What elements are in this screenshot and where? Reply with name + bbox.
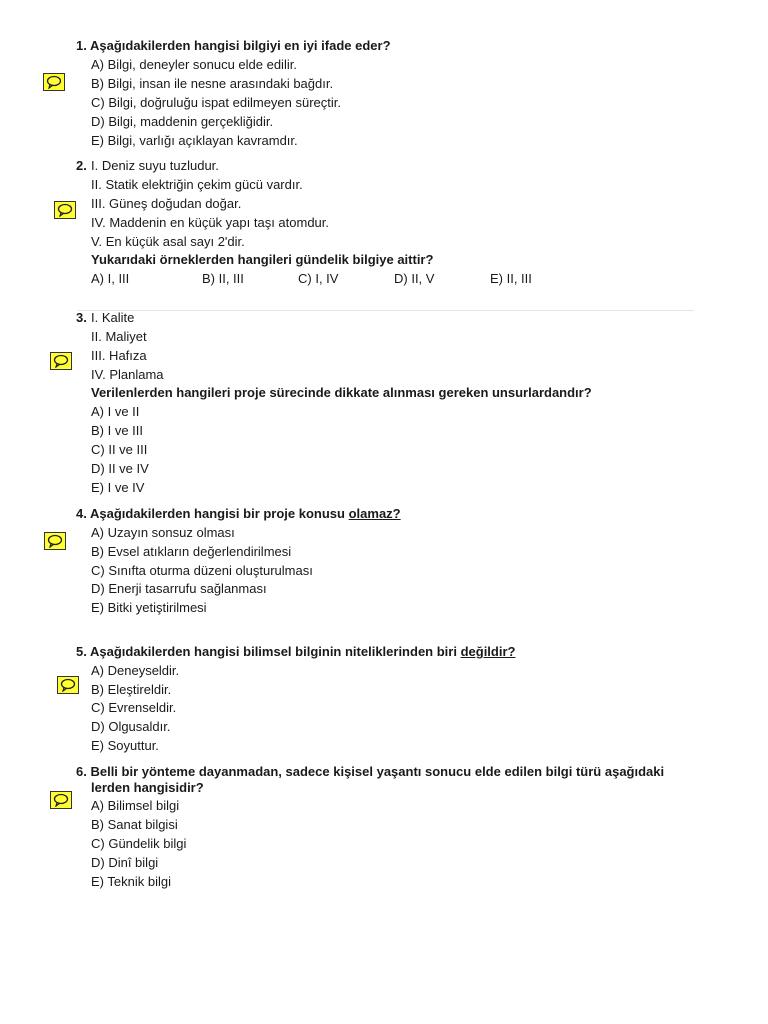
option-a[interactable]: A) Uzayın sonsuz olması <box>91 525 235 540</box>
statement-5: V. En küçük asal sayı 2'dir. <box>91 234 245 249</box>
option-b[interactable]: B) II, III <box>202 271 244 286</box>
option-e[interactable]: E) Bilgi, varlığı açıklayan kavramdır. <box>91 133 298 148</box>
statement-4: IV. Planlama <box>91 367 164 382</box>
comment-note-icon[interactable] <box>54 201 76 219</box>
option-e[interactable]: E) Soyuttur. <box>91 738 159 753</box>
comment-note-icon[interactable] <box>57 676 79 694</box>
comment-note-icon[interactable] <box>44 532 66 550</box>
option-c[interactable]: C) II ve III <box>91 442 148 457</box>
option-a[interactable]: A) I, III <box>91 271 130 286</box>
statement-1: I. Kalite <box>91 310 135 325</box>
option-a[interactable]: A) Bilimsel bilgi <box>91 798 180 813</box>
option-e[interactable]: E) I ve IV <box>91 480 145 495</box>
question-3-stem: Verilenlerden hangileri proje sürecinde dikkate alınması gereken unsurlardandır? <box>91 385 592 400</box>
statement-3: III. Hafıza <box>91 348 147 363</box>
option-c[interactable]: C) I, IV <box>298 271 339 286</box>
question-5-stem: 5. Aşağıdakilerden hangisi bilimsel bilginin niteliklerinden biri değildir? <box>76 644 516 659</box>
option-e[interactable]: E) II, III <box>490 271 532 286</box>
option-b[interactable]: B) Sanat bilgisi <box>91 817 178 832</box>
divider <box>78 310 694 311</box>
option-d[interactable]: D) Enerji tasarrufu sağlanması <box>91 581 267 596</box>
question-4-stem: 4. Aşağıdakilerden hangisi bir proje konusu olamaz? <box>76 506 401 521</box>
option-b[interactable]: B) I ve III <box>91 423 144 438</box>
option-d[interactable]: D) Olgusaldır. <box>91 719 171 734</box>
question-3-number: 3. <box>76 310 87 325</box>
emphasis: değildir? <box>460 644 516 659</box>
statement-1: I. Deniz suyu tuzludur. <box>91 158 219 173</box>
option-c[interactable]: C) Gündelik bilgi <box>91 836 187 851</box>
question-6-stem-line1: 6. Belli bir yönteme dayanmadan, sadece kişisel yaşantı sonucu elde edilen bilgi türü aşağıdaki <box>76 764 665 779</box>
statement-4: IV. Maddenin en küçük yapı taşı atomdur. <box>91 215 329 230</box>
option-d[interactable]: D) Bilgi, maddenin gerçekliğidir. <box>91 114 274 129</box>
option-a[interactable]: A) Deneyseldir. <box>91 663 180 678</box>
option-e[interactable]: E) Teknik bilgi <box>91 874 171 889</box>
option-b[interactable]: B) Evsel atıkların değerlendirilmesi <box>91 544 292 559</box>
option-c[interactable]: C) Bilgi, doğruluğu ispat edilmeyen süreçtir. <box>91 95 342 110</box>
comment-note-icon[interactable] <box>50 791 72 809</box>
question-2-stem: Yukarıdaki örneklerden hangileri gündelik bilgiye aittir? <box>91 252 434 267</box>
option-d[interactable]: D) II ve IV <box>91 461 149 476</box>
statement-3: III. Güneş doğudan doğar. <box>91 196 242 211</box>
option-c[interactable]: C) Evrenseldir. <box>91 700 177 715</box>
statement-2: II. Statik elektriğin çekim gücü vardır. <box>91 177 303 192</box>
option-d[interactable]: D) Dinî bilgi <box>91 855 159 870</box>
question-1-stem: 1. Aşağıdakilerden hangisi bilgiyi en iyi ifade eder? <box>76 38 391 53</box>
option-a[interactable]: A) Bilgi, deneyler sonucu elde edilir. <box>91 57 297 72</box>
option-b[interactable]: B) Eleştireldir. <box>91 682 172 697</box>
comment-note-icon[interactable] <box>43 73 65 91</box>
option-c[interactable]: C) Sınıfta oturma düzeni oluşturulması <box>91 563 313 578</box>
comment-note-icon[interactable] <box>50 352 72 370</box>
option-d[interactable]: D) II, V <box>394 271 435 286</box>
option-b[interactable]: B) Bilgi, insan ile nesne arasındaki bağdır. <box>91 76 334 91</box>
statement-2: II. Maliyet <box>91 329 147 344</box>
option-e[interactable]: E) Bitki yetiştirilmesi <box>91 600 207 615</box>
question-6-stem-line2: lerden hangisidir? <box>91 780 204 795</box>
emphasis: olamaz? <box>348 506 401 521</box>
question-2-number: 2. <box>76 158 87 173</box>
option-a[interactable]: A) I ve II <box>91 404 140 419</box>
